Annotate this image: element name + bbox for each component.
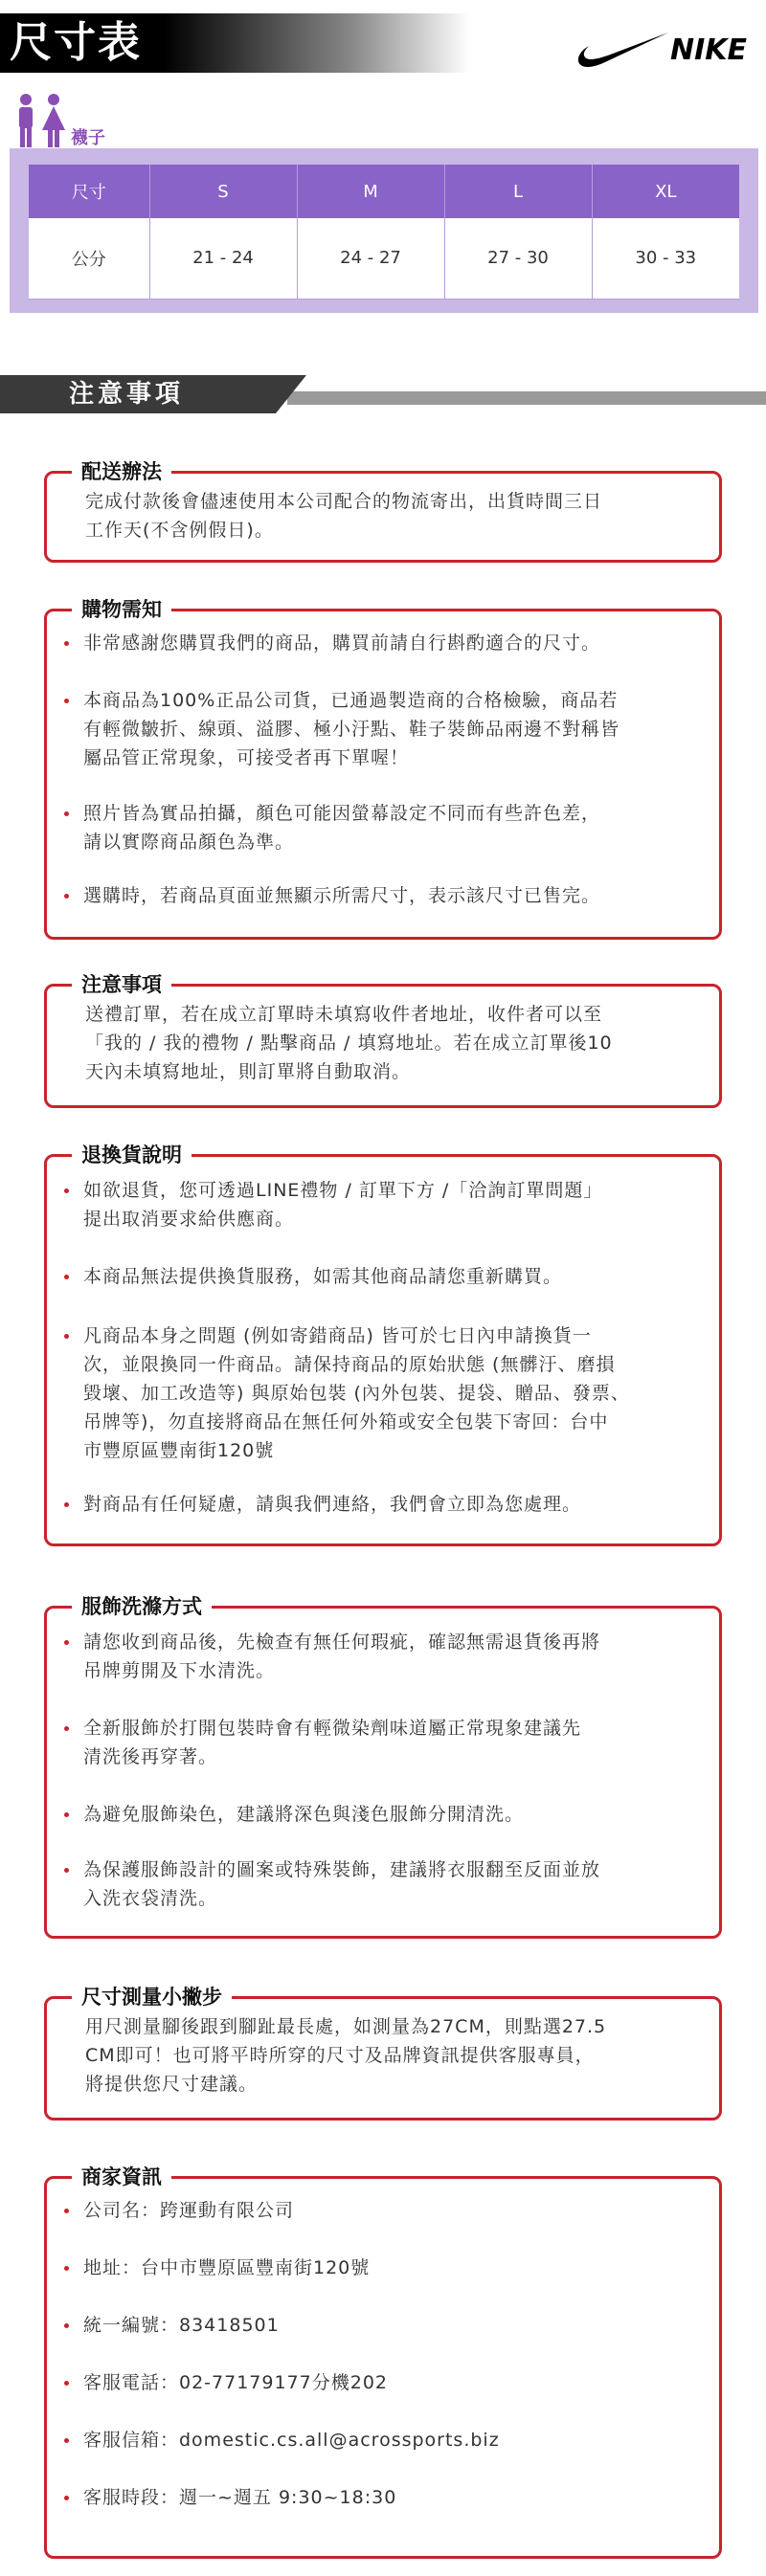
tax-id: 統一編號：83418501 [83, 2315, 280, 2336]
section-title: 尺寸測量小撇步 [72, 1983, 232, 2011]
category-label: 襪子 [71, 128, 105, 148]
text-line: 完成付款後會儘速使用本公司配合的物流寄出，出貨時間三日 [85, 491, 603, 512]
section-title: 注意事項 [72, 970, 171, 999]
notice-banner [0, 375, 766, 413]
section-merchant [44, 2165, 722, 2559]
text-line: 有輕微皺折、線頭、溢膠、極小汙點、鞋子裝飾品兩邊不對稱皆 [83, 719, 620, 740]
text-line: 凡商品本身之問題 (例如寄錯商品) 皆可於七日內申請換貨一 [83, 1325, 592, 1346]
bullet-icon [64, 641, 69, 646]
list-item [83, 686, 694, 772]
text-line: 為保護服飾設計的圖案或特殊裝飾，建議將衣服翻至反面並放 [83, 1859, 601, 1880]
section-measure-tips [44, 1986, 722, 2121]
banner-stripe [287, 391, 766, 405]
bullet-icon [64, 1640, 69, 1645]
text-line: 對商品有任何疑慮，請與我們連絡，我們會立即為您處理。 [83, 1494, 582, 1515]
bullet-icon [64, 2209, 69, 2213]
size-s: S [149, 165, 297, 218]
text-line: 市豐原區豐南街120號 [83, 1440, 275, 1461]
text-line: 本商品無法提供換貨服務，如需其他商品請您重新購買。 [83, 1266, 563, 1287]
section-title: 購物需知 [72, 595, 171, 624]
size-value-row [29, 218, 739, 299]
text-line: 送禮訂單，若在成立訂單時未填寫收件者地址，收件者可以至 [85, 1004, 603, 1025]
list-item [83, 629, 694, 657]
size-header-row [29, 165, 739, 218]
section-text [85, 487, 694, 544]
list-item [83, 1321, 694, 1465]
bullet-icon [64, 1812, 69, 1817]
bullet-icon [64, 1334, 69, 1339]
unisex-person-icon [11, 92, 69, 151]
section-text [85, 1000, 694, 1086]
text-line: 非常感謝您購買我們的商品，購買前請自行斟酌適合的尺寸。 [83, 633, 601, 654]
bullet-icon [64, 2266, 69, 2271]
bullet-icon [64, 699, 69, 703]
service-phone: 客服電話：02-77179177分機202 [83, 2372, 389, 2393]
bullet-icon [64, 1726, 69, 1731]
list-item [83, 881, 694, 910]
section-laundry [44, 1595, 722, 1939]
list-item [83, 799, 694, 856]
list-item [83, 1800, 694, 1829]
list-item [83, 2254, 694, 2282]
bullet-icon [64, 2438, 69, 2443]
page-title: 尺寸表 [10, 18, 142, 67]
section-shipping [44, 460, 722, 563]
text-line: 提出取消要求給供應商。 [83, 1209, 295, 1230]
list-item [83, 1262, 694, 1291]
text-line: 毀壞、加工改造等) 與原始包裝 (內外包裝、提袋、贈品、發票、 [83, 1383, 630, 1404]
bullet-icon [64, 1188, 69, 1193]
bullet-icon [64, 2496, 69, 2500]
text-line: 屬品管正常現象，可接受者再下單喔！ [83, 747, 410, 768]
row-header-label: 尺寸 [29, 165, 149, 218]
text-line: 「我的 / 我的禮物 / 點擊商品 / 填寫地址。若在成立訂單後10 [85, 1033, 613, 1054]
nike-logo-icon [574, 19, 747, 77]
text-line: 全新服飾於打開包裝時會有輕微染劑味道屬正常現象建議先 [83, 1718, 582, 1739]
bullet-icon [64, 1868, 69, 1873]
value-m: 24 - 27 [297, 218, 444, 299]
list-item [83, 2196, 694, 2225]
text-line: 清洗後再穿著。 [83, 1746, 218, 1767]
service-email: 客服信箱：domestic.cs.all@acrossports.biz [83, 2430, 500, 2451]
bullet-icon [64, 1275, 69, 1279]
section-attention [44, 973, 722, 1108]
value-l: 27 - 30 [444, 218, 592, 299]
list-item [83, 2311, 694, 2340]
company-name: 公司名：跨運動有限公司 [83, 2200, 295, 2221]
company-address: 地址：台中市豐原區豐南街120號 [83, 2257, 371, 2278]
size-m: M [297, 165, 444, 218]
section-text [85, 2012, 694, 2099]
text-line: 將提供您尺寸建議。 [85, 2074, 259, 2095]
text-line: 為避免服飾染色，建議將深色與淺色服飾分開清洗。 [83, 1804, 525, 1825]
list-item [83, 1176, 694, 1233]
list-item [83, 1628, 694, 1685]
row-value-label: 公分 [29, 218, 149, 299]
size-l: L [444, 165, 592, 218]
text-line: 次，並限換同一件商品。請保持商品的原始狀態 (無髒汙、磨損 [83, 1354, 616, 1375]
text-line: 工作天(不含例假日)。 [85, 520, 274, 541]
text-line: CM即可！也可將平時所穿的尺寸及品牌資訊提供客服專員， [85, 2045, 595, 2066]
list-item [83, 2426, 694, 2454]
text-line: 請您收到商品後，先檢查有無任何瑕疵，確認無需退貨後再將 [83, 1632, 601, 1653]
list-item [83, 1490, 694, 1519]
list-item [83, 2368, 694, 2397]
section-title: 配送辦法 [72, 457, 171, 486]
bullet-icon [64, 894, 69, 899]
size-table [29, 165, 739, 300]
bullet-icon [64, 2381, 69, 2386]
bullet-icon [64, 1502, 69, 1507]
section-title: 商家資訊 [72, 2163, 171, 2191]
bullet-icon [64, 2323, 69, 2328]
text-line: 請以實際商品顏色為準。 [83, 832, 295, 853]
list-item [83, 2483, 694, 2512]
text-line: 本商品為100%正品公司貨，已通過製造商的合格檢驗，商品若 [83, 690, 619, 711]
size-xl: XL [592, 165, 739, 218]
text-line: 照片皆為實品拍攝，顏色可能因螢幕設定不同而有些許色差， [83, 803, 601, 824]
text-line: 用尺測量腳後跟到腳趾最長處，如測量為27CM，則點選27.5 [85, 2016, 607, 2037]
bullet-icon [64, 811, 69, 816]
list-item [83, 1855, 694, 1913]
section-returns [44, 1144, 722, 1546]
text-line: 入洗衣袋清洗。 [83, 1888, 218, 1909]
text-line: 吊牌剪開及下水清洗。 [83, 1660, 276, 1681]
value-s: 21 - 24 [149, 218, 297, 299]
text-line: 選購時，若商品頁面並無顯示所需尺寸，表示該尺寸已售完。 [83, 885, 601, 906]
text-line: 天內未填寫地址，則訂單將自動取消。 [85, 1061, 412, 1082]
text-line: 吊牌等)，勿直接將商品在無任何外箱或安全包裝下寄回：台中 [83, 1411, 609, 1432]
section-title: 退換貨說明 [72, 1141, 192, 1169]
list-item [83, 1714, 694, 1771]
notice-title: 注意事項 [69, 380, 185, 409]
text-line: 如欲退貨，您可透過LINE禮物 / 訂單下方 /「洽詢訂單問題」 [83, 1180, 603, 1201]
brand-wordmark: NIKE [670, 33, 747, 67]
section-purchase [44, 598, 722, 940]
section-title: 服飾洗滌方式 [72, 1592, 212, 1621]
page-header [0, 0, 766, 77]
service-hours: 客服時段：週一~週五 9:30~18:30 [83, 2487, 397, 2508]
value-xl: 30 - 33 [592, 218, 739, 299]
